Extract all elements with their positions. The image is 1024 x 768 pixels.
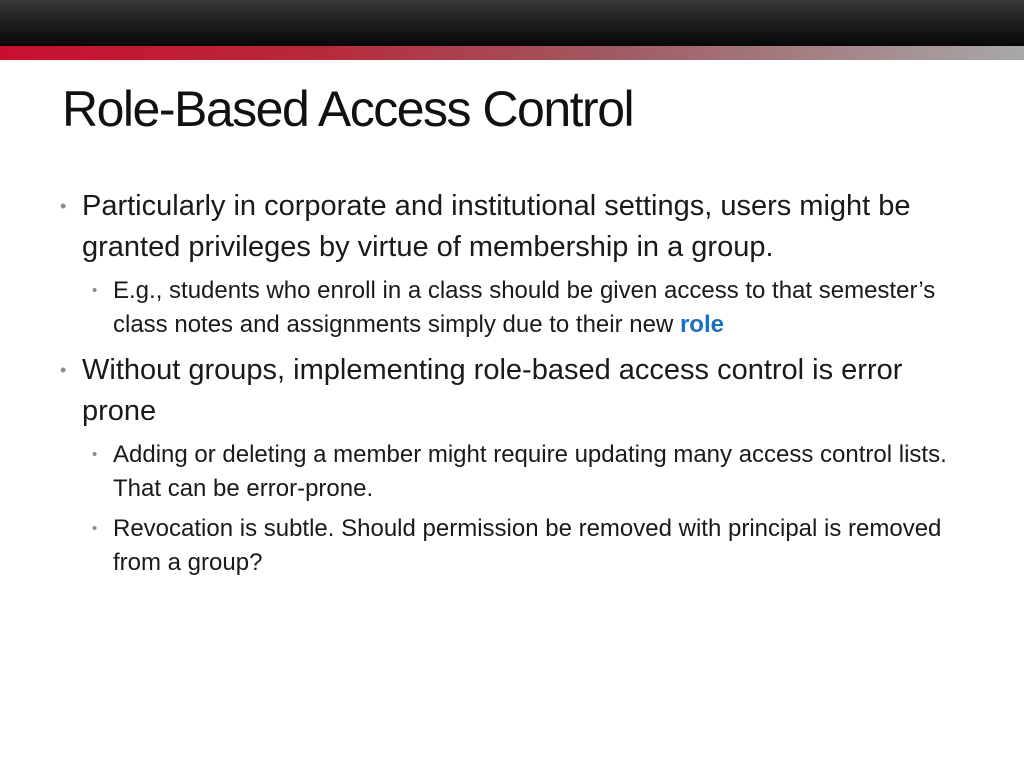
bullet-marker: • [60,196,67,216]
sub-bullet-text: E.g., students who enroll in a class should be given access to that semester’s class notes and assignments simply due to their new [113,277,936,338]
sub-bullet-item [60,512,970,580]
bullet-text: Particularly in corporate and institutional settings, users might be granted privileges by virtue of membership in a group. [82,190,911,263]
bullet-text: Without groups, implementing role-based access control is error prone [82,354,903,427]
bullet-marker: • [60,360,67,380]
highlighted-term: role [679,311,724,338]
slide-content [60,186,970,586]
bullet-marker: • [92,520,98,537]
slide-title: Role-Based Access Control [62,81,634,137]
accent-stripe [0,46,1024,60]
bullet-item [60,186,970,268]
sub-bullet-text: Revocation is subtle. Should permission be removed with principal is removed from a group? [113,515,942,576]
header-bar [0,0,1024,46]
bullet-marker: • [92,282,98,299]
bullet-marker: • [92,446,98,463]
sub-bullet-item [60,274,970,342]
sub-bullet-text: Adding or deleting a member might require updating many access control lists. That can be error-prone. [113,441,947,502]
sub-bullet-item [60,438,970,506]
bullet-item [60,350,970,432]
